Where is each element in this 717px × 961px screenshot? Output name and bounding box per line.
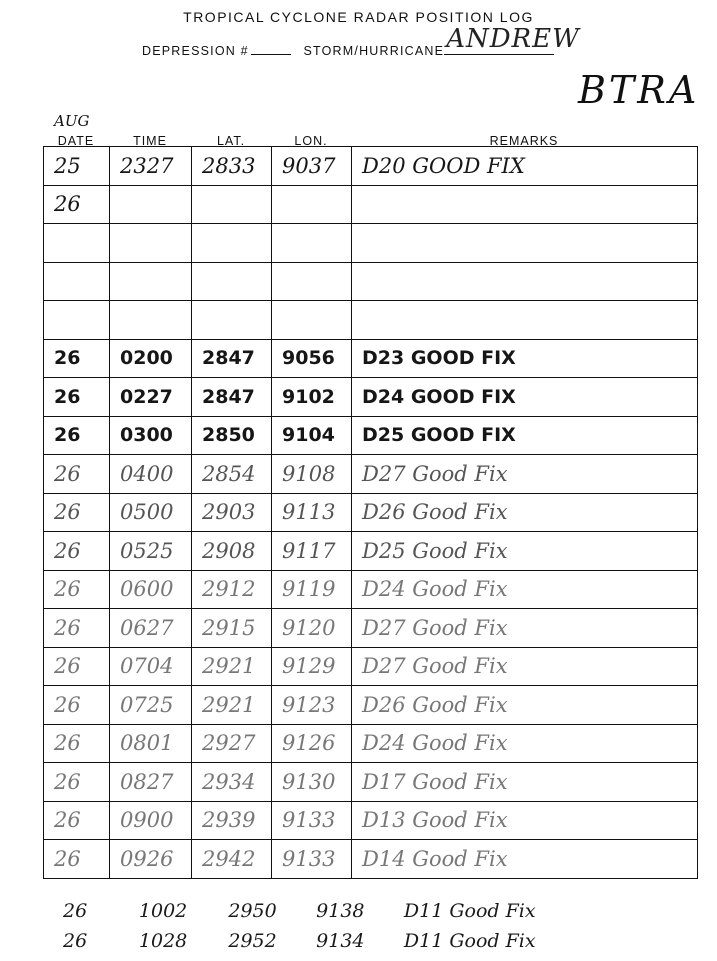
log-row — [44, 416, 698, 455]
lon-cell: 9119 — [272, 570, 352, 609]
lat-cell: 2850 — [192, 416, 272, 455]
log-row — [44, 455, 698, 494]
lon-cell: 9133 — [272, 840, 352, 879]
remarks-cell: D25 Good Fix — [352, 532, 698, 571]
time-cell: 0827 — [110, 763, 192, 802]
remarks-cell: D24 Good Fix — [352, 570, 698, 609]
log-row — [44, 301, 698, 340]
lat-cell: 2908 — [192, 532, 272, 571]
lat-cell — [192, 262, 272, 301]
date-cell: 26 — [63, 930, 88, 952]
storm-label: STORM/HURRICANE — [303, 44, 445, 58]
lon-cell: 9130 — [272, 763, 352, 802]
position-log-table — [43, 146, 698, 879]
time-cell: 0900 — [110, 801, 192, 840]
lon-cell: 9117 — [272, 532, 352, 571]
log-row — [44, 763, 698, 802]
lat-cell: 2921 — [192, 686, 272, 725]
lon-cell: 9108 — [272, 455, 352, 494]
remarks-cell: D14 Good Fix — [352, 840, 698, 879]
lat-cell: 2921 — [192, 647, 272, 686]
date-cell: 26 — [44, 455, 110, 494]
form-title: TROPICAL CYCLONE RADAR POSITION LOG — [183, 9, 534, 25]
date-cell: 26 — [63, 900, 88, 922]
extra-log-row — [43, 930, 697, 952]
col-header-time: TIME — [133, 134, 167, 148]
time-cell — [110, 301, 192, 340]
storm-name-line — [444, 24, 580, 55]
date-cell: 26 — [44, 185, 110, 224]
depression-label: DEPRESSION # — [142, 44, 249, 58]
remarks-cell: D13 Good Fix — [352, 801, 698, 840]
time-cell: 0400 — [110, 455, 192, 494]
date-cell: 25 — [44, 147, 110, 186]
log-row — [44, 147, 698, 186]
lat-cell: 2833 — [192, 147, 272, 186]
time-cell: 0500 — [110, 493, 192, 532]
date-cell: 26 — [44, 609, 110, 648]
log-row — [44, 532, 698, 571]
log-row — [44, 493, 698, 532]
col-header-lat: LAT. — [216, 134, 246, 148]
time-cell: 0200 — [110, 339, 192, 378]
date-cell — [44, 224, 110, 263]
lon-cell: 9104 — [272, 416, 352, 455]
time-cell: 1002 — [138, 900, 188, 922]
lon-cell: 9056 — [272, 339, 352, 378]
log-row — [44, 224, 698, 263]
time-cell: 0725 — [110, 686, 192, 725]
lon-cell: 9102 — [272, 378, 352, 417]
lat-cell: 2912 — [192, 570, 272, 609]
date-cell: 26 — [44, 339, 110, 378]
corner-note: BTRA — [578, 68, 700, 112]
remarks-cell: D20 GOOD FIX — [352, 147, 698, 186]
lat-cell — [192, 185, 272, 224]
date-cell: 26 — [44, 801, 110, 840]
log-row — [44, 262, 698, 301]
lon-cell: 9134 — [316, 930, 365, 952]
date-cell: 26 — [44, 763, 110, 802]
date-cell: 26 — [44, 493, 110, 532]
time-cell — [110, 185, 192, 224]
lat-cell — [192, 224, 272, 263]
lat-cell: 2854 — [192, 455, 272, 494]
remarks-cell: D17 Good Fix — [352, 763, 698, 802]
remarks-cell: D23 GOOD FIX — [352, 339, 698, 378]
time-cell: 2327 — [110, 147, 192, 186]
time-cell: 0600 — [110, 570, 192, 609]
col-header-date: DATE — [57, 134, 95, 148]
remarks-cell: D24 GOOD FIX — [352, 378, 698, 417]
date-cell: 26 — [44, 570, 110, 609]
time-cell — [110, 262, 192, 301]
col-header-lon: LON. — [294, 134, 328, 148]
lon-cell — [272, 301, 352, 340]
time-cell — [110, 224, 192, 263]
date-cell: 26 — [44, 378, 110, 417]
log-row — [44, 686, 698, 725]
log-row — [44, 378, 698, 417]
log-row — [44, 609, 698, 648]
log-row — [44, 570, 698, 609]
remarks-cell: D25 GOOD FIX — [352, 416, 698, 455]
remarks-cell — [352, 262, 698, 301]
time-cell: 0525 — [110, 532, 192, 571]
extra-log-row — [43, 900, 697, 922]
col-header-remarks: REMARKS — [489, 134, 559, 148]
lon-cell — [272, 224, 352, 263]
remarks-cell: D26 Good Fix — [352, 686, 698, 725]
lon-cell: 9126 — [272, 724, 352, 763]
log-row — [44, 801, 698, 840]
lon-cell: 9129 — [272, 647, 352, 686]
form-subtitle — [142, 24, 580, 58]
remarks-cell — [352, 224, 698, 263]
date-cell: 26 — [44, 416, 110, 455]
date-cell: 26 — [44, 686, 110, 725]
lat-cell: 2934 — [192, 763, 272, 802]
remarks-cell: D27 Good Fix — [352, 609, 698, 648]
remarks-cell: D11 Good Fix — [403, 930, 536, 952]
lat-cell: 2950 — [228, 900, 277, 922]
time-cell: 0300 — [110, 416, 192, 455]
lon-cell: 9037 — [272, 147, 352, 186]
log-row — [44, 339, 698, 378]
remarks-cell — [352, 301, 698, 340]
remarks-cell: D26 Good Fix — [352, 493, 698, 532]
time-cell: 1028 — [138, 930, 188, 952]
log-row — [44, 185, 698, 224]
log-row — [44, 840, 698, 879]
time-cell: 0801 — [110, 724, 192, 763]
time-cell: 0627 — [110, 609, 192, 648]
lat-cell — [192, 301, 272, 340]
time-cell: 0227 — [110, 378, 192, 417]
time-cell: 0926 — [110, 840, 192, 879]
lat-cell: 2942 — [192, 840, 272, 879]
remarks-cell: D27 Good Fix — [352, 455, 698, 494]
lon-cell: 9133 — [272, 801, 352, 840]
remarks-cell: D27 Good Fix — [352, 647, 698, 686]
lat-cell: 2927 — [192, 724, 272, 763]
date-cell: 26 — [44, 647, 110, 686]
lat-cell: 2903 — [192, 493, 272, 532]
lat-cell: 2939 — [192, 801, 272, 840]
lat-cell: 2847 — [192, 378, 272, 417]
lat-cell: 2952 — [228, 930, 277, 952]
lon-cell: 9138 — [316, 900, 365, 922]
time-cell: 0704 — [110, 647, 192, 686]
log-row — [44, 724, 698, 763]
date-cell: 26 — [44, 724, 110, 763]
date-cell — [44, 301, 110, 340]
date-cell: 26 — [44, 840, 110, 879]
log-row — [44, 647, 698, 686]
lon-cell: 9120 — [272, 609, 352, 648]
lat-cell: 2915 — [192, 609, 272, 648]
remarks-cell — [352, 185, 698, 224]
lat-cell: 2847 — [192, 339, 272, 378]
storm-name: ANDREW — [446, 24, 580, 54]
lon-cell — [272, 185, 352, 224]
lon-cell — [272, 262, 352, 301]
remarks-cell: D24 Good Fix — [352, 724, 698, 763]
date-cell: 26 — [44, 532, 110, 571]
month-note: AUG — [54, 112, 90, 130]
remarks-cell: D11 Good Fix — [403, 900, 536, 922]
lon-cell: 9123 — [272, 686, 352, 725]
depression-blank — [251, 54, 291, 55]
log-body — [44, 147, 698, 879]
lon-cell: 9113 — [272, 493, 352, 532]
date-cell — [44, 262, 110, 301]
